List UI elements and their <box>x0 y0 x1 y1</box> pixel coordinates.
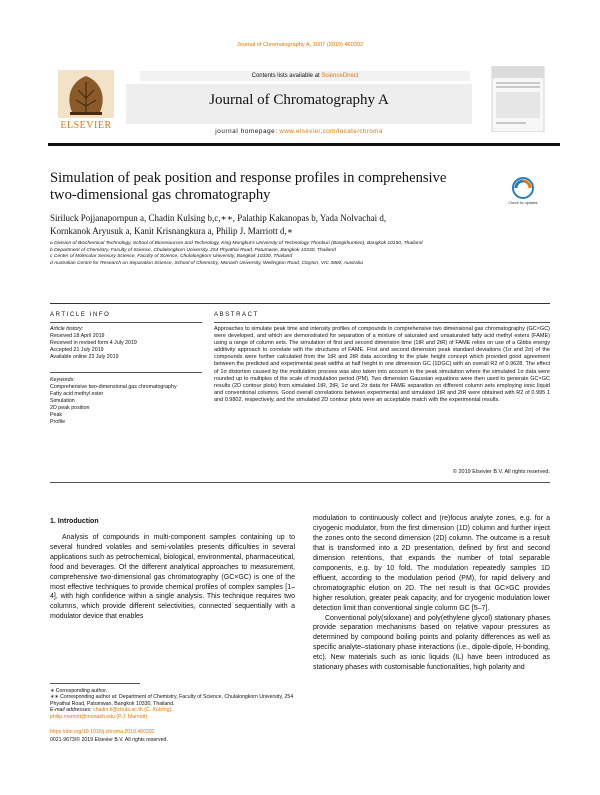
elsevier-logo <box>50 68 122 134</box>
history-online: Available online 23 July 2019 <box>50 354 119 360</box>
history-received: Received 18 April 2019 <box>50 333 105 339</box>
history-accepted: Accepted 21 July 2019 <box>50 347 104 353</box>
check-updates-label: Check for updates <box>508 201 538 205</box>
authors-line-1: Siriluck Pojjanapornpun a, Chadin Kulsing b,c,∗∗, Palathip Kakanopas b, Yada Nolvachai d, <box>50 213 387 223</box>
body-rule <box>50 482 550 483</box>
intro-paragraph-2: modulation to continuously collect and (re)focus analyte zones, e.g. for a cryogenic modulator, from the first dimension (1D) column and further inject the zones onto the second dimension (2D) column. The outcome is a result that is transformed into a 2D presentation, defined by first and second dimension retentions, that expands the number of total separable components, e.g. by 10 fold. The modulation repeatedly samples 1D effluent, according to the modulation period (PM), for rapid delivery and chromatographic elution on 2D. The net result is that GC×GC provides higher resolution, greater peak capacity, and for cryogenic modulation lower detection limit than conventional single column GC [5–7]. <box>313 515 550 612</box>
issn-line: 0021-9673/© 2019 Elsevier B.V. All rights reserved. <box>50 737 168 743</box>
intro-paragraph-3: Conventional poly(siloxane) and poly(ethylene glycol) stationary phases provide separation mechanisms based on relative vapour pressures as determined by compound boiling points and polarity differences as well as specific analyte–stationary phase interactions (i.e., dipole-dipole, H-bonding, etc). New materials such as ionic liquids (IL) have been introduced as stationary phases with customisable functionalities, high polarity and <box>313 614 550 672</box>
doi-link[interactable]: https://doi.org/10.1016/j.chroma.2019.460392 <box>50 729 155 735</box>
authors-line-2: Kornkanok Aryusuk a, Kanit Krisnangkura a, Philip J. Marriott d,∗ <box>50 226 293 237</box>
keyword-item: 2D peak position <box>50 405 90 411</box>
article-info-rule <box>50 322 202 323</box>
keyword-item: Simulation <box>50 398 75 404</box>
keyword-item: Profile <box>50 419 66 425</box>
affiliation-c: c Center of Molecular Sensory Science, Faculty of Science, Chulalongkorn University, Bangkok 10330, Thailand <box>50 254 293 259</box>
keywords <box>50 377 200 426</box>
contents-prefix: Contents lists available at <box>251 73 320 79</box>
history-heading: Article history: <box>50 326 84 332</box>
intro-column-2 <box>313 514 550 673</box>
check-for-updates-badge[interactable] <box>508 176 538 210</box>
affiliation-b: b Department of Chemistry, Faculty of Science, Chulalongkorn University, 254 Phyathai Road, Patumwan, Bangkok 10330, Thailand <box>50 247 336 253</box>
journal-cover-image <box>482 66 554 132</box>
affiliation-a: a Division of Biochemical Technology, School of Bioresources and Technology, King Mongkut’s University of Technology Thonburi (Bangkhuntien), Bangkok 10150, Thailand <box>50 241 423 246</box>
article-history <box>50 326 200 361</box>
article-info-heading: ARTICLE INFO <box>50 312 111 318</box>
intro-paragraph-1: Analysis of compounds in multi-component samples containing up to several hundred volatiles and semi-volatiles presents difficulties in several applications such as petrochemical, biological, environmental, pharmaceutical, food and beverages. Of the different analytical approaches to measurement, comprehensive two-dimensional gas chromatography (GC×GC) is one of the most effective techniques to provide chemical profiles of complex samples [1–4], with high confidence within a single analysis. This technique requires two columns, which provide different selectivities, connected sequentially with a modulator device that enables <box>50 534 295 621</box>
keywords-rule <box>50 372 202 373</box>
history-revised: Received in revised form 4 July 2019 <box>50 340 137 346</box>
abstract-heading: ABSTRACT <box>214 312 259 318</box>
keyword-item: Fatty acid methyl ester <box>50 391 104 397</box>
intro-heading: 1. Introduction <box>50 518 99 525</box>
keyword-item: Comprehensive two-dimensional gas chromatography <box>50 384 177 390</box>
footnote-corresponding-2: ∗∗ Corresponding author at: Department of Chemistry, Faculty of Science, Chulalongkorn University, 254 Phyathai Road, Patumwan, Bangkok 10330, Thailand. <box>50 694 294 707</box>
email-link-1[interactable]: chadin.k@chula.ac.th (C. Kulsing), <box>92 707 173 714</box>
affiliation-d: d Australian Centre for Research on Separation Science, School of Chemistry, Monash University, Wellington Road, Clayton, VIC 3800, Australia <box>50 260 363 266</box>
abstract-text: Approaches to simulate peak time and intensity profiles of compounds in comprehensive two dimensional gas chromatography (GC×GC) were developed, and which are demonstrated for separation of a mixture of saturated and unsaturated fatty acid methyl esters (FAME) using a range of column sets. The simulation of first and second dimension time (1tR and 2tR) of FAME relies on use of a Gibbs energy additivity approach to correlate with the structures of FAME. First and second dimension peak standard deviations (1σ and 2σ) of the compounds were further calculated from the 1tR and 2tR data according to the plate height concept which provided good agreement between the predicted and experimental peak widths at half height in one dimension GC (1DGC) with an overall R2 of 0.9628. The effect of 1σ distortion caused by the modulation process was also taken into account in the peak simulation where the simulated 1σ data were rounded up to multiples of the scale of modulation period (PM). Two dimension Gaussian equations were then used to generate GC×GC results (2D contour plots) from simulated 1tR, 2tR, 1σ and 2σ data for FAME separation on different column sets employing ionic liquid and conventional columns. Good overall correlations between experimental and simulated 1tR and 2tR were obtained with R2 of 0.995 1 and 0.9802, respectively, and the simulated 2D contour plots were an acceptable match with the experimental results. <box>214 326 550 403</box>
journal-homepage <box>126 128 472 135</box>
copyright-notice: © 2019 Elsevier B.V. All rights reserved. <box>452 469 550 475</box>
homepage-label: journal homepage: <box>215 128 278 135</box>
contents-line <box>140 71 470 81</box>
sciencedirect-link[interactable]: ScienceDirect <box>321 73 359 79</box>
affiliations <box>50 241 550 267</box>
footnotes <box>50 688 300 720</box>
publisher-name: ELSEVIER <box>60 120 112 131</box>
section-rule <box>50 303 550 304</box>
footnote-corresponding-1: ∗ Corresponding author. <box>50 688 108 694</box>
homepage-link[interactable]: www.elsevier.com/locate/chroma <box>279 128 383 135</box>
author-list <box>50 212 520 239</box>
keywords-heading: Keywords: <box>50 377 75 383</box>
email-label: E-mail addresses: <box>50 707 92 714</box>
header-rule <box>48 143 560 146</box>
abstract-rule <box>214 322 550 323</box>
footnote-rule <box>50 683 140 684</box>
journal-title: Journal of Chromatography A <box>209 92 389 108</box>
running-header: Journal of Chromatography A, 1607 (2019) 460392 <box>236 42 364 48</box>
email-link-2[interactable]: philip.marriott@monash.edu (P.J. Marriott). <box>50 713 149 720</box>
article-title: Simulation of peak position and response profiles in comprehensive two-dimensional gas chromatography <box>50 170 447 203</box>
keyword-item: Peak <box>50 412 63 418</box>
